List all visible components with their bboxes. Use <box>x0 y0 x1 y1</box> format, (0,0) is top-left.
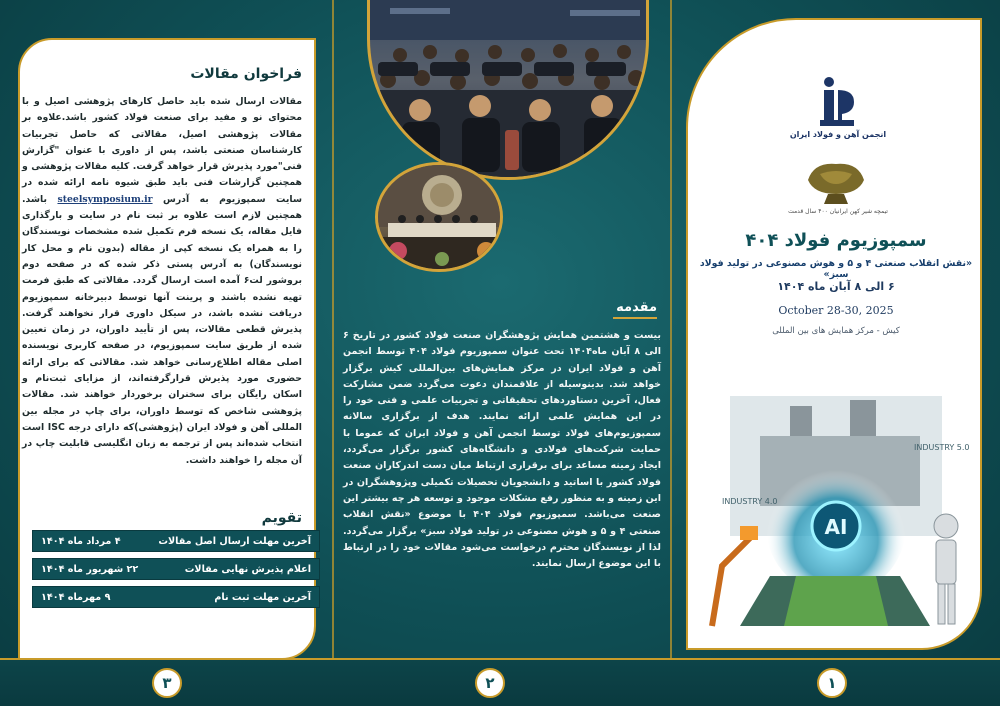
calendar-date: ۴ مرداد ماه ۱۴۰۴ <box>41 535 121 547</box>
calendar-row <box>32 586 320 608</box>
calendar-label: اعلام پذیرش نهایی مقالات <box>184 563 311 575</box>
calendar-label: آخرین مهلت ثبت نام <box>214 591 311 603</box>
iron-steel-society-logo-icon <box>818 74 856 128</box>
conference-hall-photo <box>367 0 649 180</box>
date-english: October 28-30, 2025 <box>778 304 894 317</box>
calendar-title: تقویم <box>261 510 302 526</box>
industry-5-label: INDUSTRY 5.0 <box>914 443 970 452</box>
industry-4-label: INDUSTRY 4.0 <box>722 497 778 506</box>
organization-name: انجمن آهن و فولاد ایران <box>789 130 887 139</box>
page-number-1: ۱ <box>817 668 847 698</box>
calendar-date: ۲۲ شهریور ماه ۱۴۰۴ <box>41 563 139 575</box>
fold-line <box>332 0 334 706</box>
symposium-theme: «نقش انقلاب صنعتی ۴ و ۵ و هوش مصنوعی در تولید فولاد سبز» <box>699 258 973 280</box>
date-persian: ۶ الی ۸ آبان ماه ۱۴۰۴ <box>777 280 895 293</box>
venue: کیش - مرکز همایش های بین المللی <box>772 326 900 336</box>
calendar-row <box>32 558 320 580</box>
page-number-2: ۲ <box>475 668 505 698</box>
symposium-title: سمپوزیوم فولاد ۴۰۴ <box>745 230 927 251</box>
call-for-papers-text-2: باشد. همچنین لازم است علاوه بر ثبت نام در سایت و بارگذاری فایل مقاله، یک نسخه فرم تکمیل شده مشخصات نویسندگان را به همراه یک نسخه کپی از مقاله (بدون نام و محل کار نویسندگان) به آدرس پستی ذکر شده که در صفحه دوم بروشور لت۶ آمده است ارسال گردد. مقالاتی که طبق فرمت تهیه نشده باشند و پرینت آنها توسط دبیرخانه سمپوزیوم دریافت نشده باشد، در سیکل داوری قرار نخواهند گرفت. پذیرش قطعی مقالات، پس از تأیید داوران، در زمان تعیین شده از طریق سایت سمپوزیوم، در صفحه کاربری نویسنده اصلی مقاله اطلاع‌رسانی خواهد شد. مقالاتی که برای ارائه حضوری مورد پذیرش قرارگرفته‌اند، از مزایای ثبت‌نام و اسکان رایگان برای سخنران برخوردار خواهند شد. مقالات پژوهشی شاخص که توسط داوران، برای چاپ در مجله بین المللی آهن و فولاد ایران (پژوهشی)که دارای درجه ISC است انتخاب شده‌اند پس از ترجمه به زبان انگلیسی قابلیت چاپ در آن مجله را خواهند داشت. <box>22 193 302 466</box>
ai-core-label: AI <box>824 515 848 539</box>
call-for-papers-card <box>18 38 316 660</box>
calendar-date: ۹ مهرماه ۱۴۰۴ <box>41 591 111 603</box>
stage-illustration <box>378 165 503 272</box>
bronze-lion-emblem-icon <box>800 150 872 206</box>
introduction-panel <box>333 0 673 706</box>
calendar-label: آخرین مهلت ارسال اصل مقالات <box>158 535 311 547</box>
page-number-3: ۳ <box>152 668 182 698</box>
stage-photo <box>375 162 503 272</box>
website-link[interactable]: steelsymposium.ir <box>57 193 153 205</box>
audience-illustration <box>370 0 649 180</box>
cover-card <box>686 18 982 650</box>
introduction-heading: مقدمه <box>616 300 657 315</box>
calendar-row <box>32 530 320 552</box>
call-for-papers-body <box>22 94 302 469</box>
call-for-papers-title: فراخوان مقالات <box>190 66 302 82</box>
smart-steel-factory-illustration <box>700 376 972 636</box>
call-for-papers-text-1: مقالات ارسال شده باید حاصل کارهای پژوهشی اصیل و با محتوای نو و مفید برای صنعت فولاد کشور باشد.علاوه بر مقالات پژوهشی اصیل، مقالاتی که حاصل تجربیات کارشناسان صنعتی باشد، پس از داوری با عنوان "گزارش فنی"مورد پذیرش قرار خواهد گرفت. کلیه مقالات پژوهشی و همچنین گزارشات فنی باید طبق شیوه نامه ارائه شده در سایت سمپوزیوم به آدرس <box>22 96 302 205</box>
fold-line <box>670 0 672 706</box>
introduction-body: بیست و هشتمین همایش پژوهشگران صنعت فولاد کشور در تاریخ ۶ الی ۸ آبان ماه۱۴۰۴ تحت عنوان سمپوزیوم فولاد ۴۰۴ توسط انجمن آهن و فولاد ایران در مرکز همایش‌های بین‌المللی کیش برگزار خواهد شد. بدینوسیله از علاقمندان دعوت می‌گردد ضمن مشارکت فعال، آخرین دستاوردهای تحقیقاتی و تجربیات علمی و فنی خود را در این همایش علمی ارائه نمایند. هدف از برگزاری سالانه سمپوزیوم‌های فولاد توسط انجمن آهن و فولاد ایران که عموما با حمایت شرکت‌های فولادی و دانشگاه‌های کشور برگزار می‌گردد، ایجاد زمینه مساعد برای برقراری ارتباط میان دست اندرکاران صنعت فولاد کشور با اساتید و دانشجویان تحصیلات تکمیلی وپژوهشگران در این زمینه و به منظور رفع مشکلات موجود و توسعه هر چه بیشتر این صنعت می‌باشد. سمپوزیوم فولاد ۴۰۴ با موضوع «نقش انقلاب صنعتی ۴ و ۵ و هوش مصنوعی در تولید فولاد سبز» برگزار می‌گردد. لذا از نویسندگان محترم درخواست می‌شود مقالات خود را در ارتباط با این موضوع ارسال نمایند. <box>343 330 662 570</box>
organization-subtitle: تیمچه شیر کهن ایرانیان ۴۰۰ سال قدمت <box>788 208 888 215</box>
